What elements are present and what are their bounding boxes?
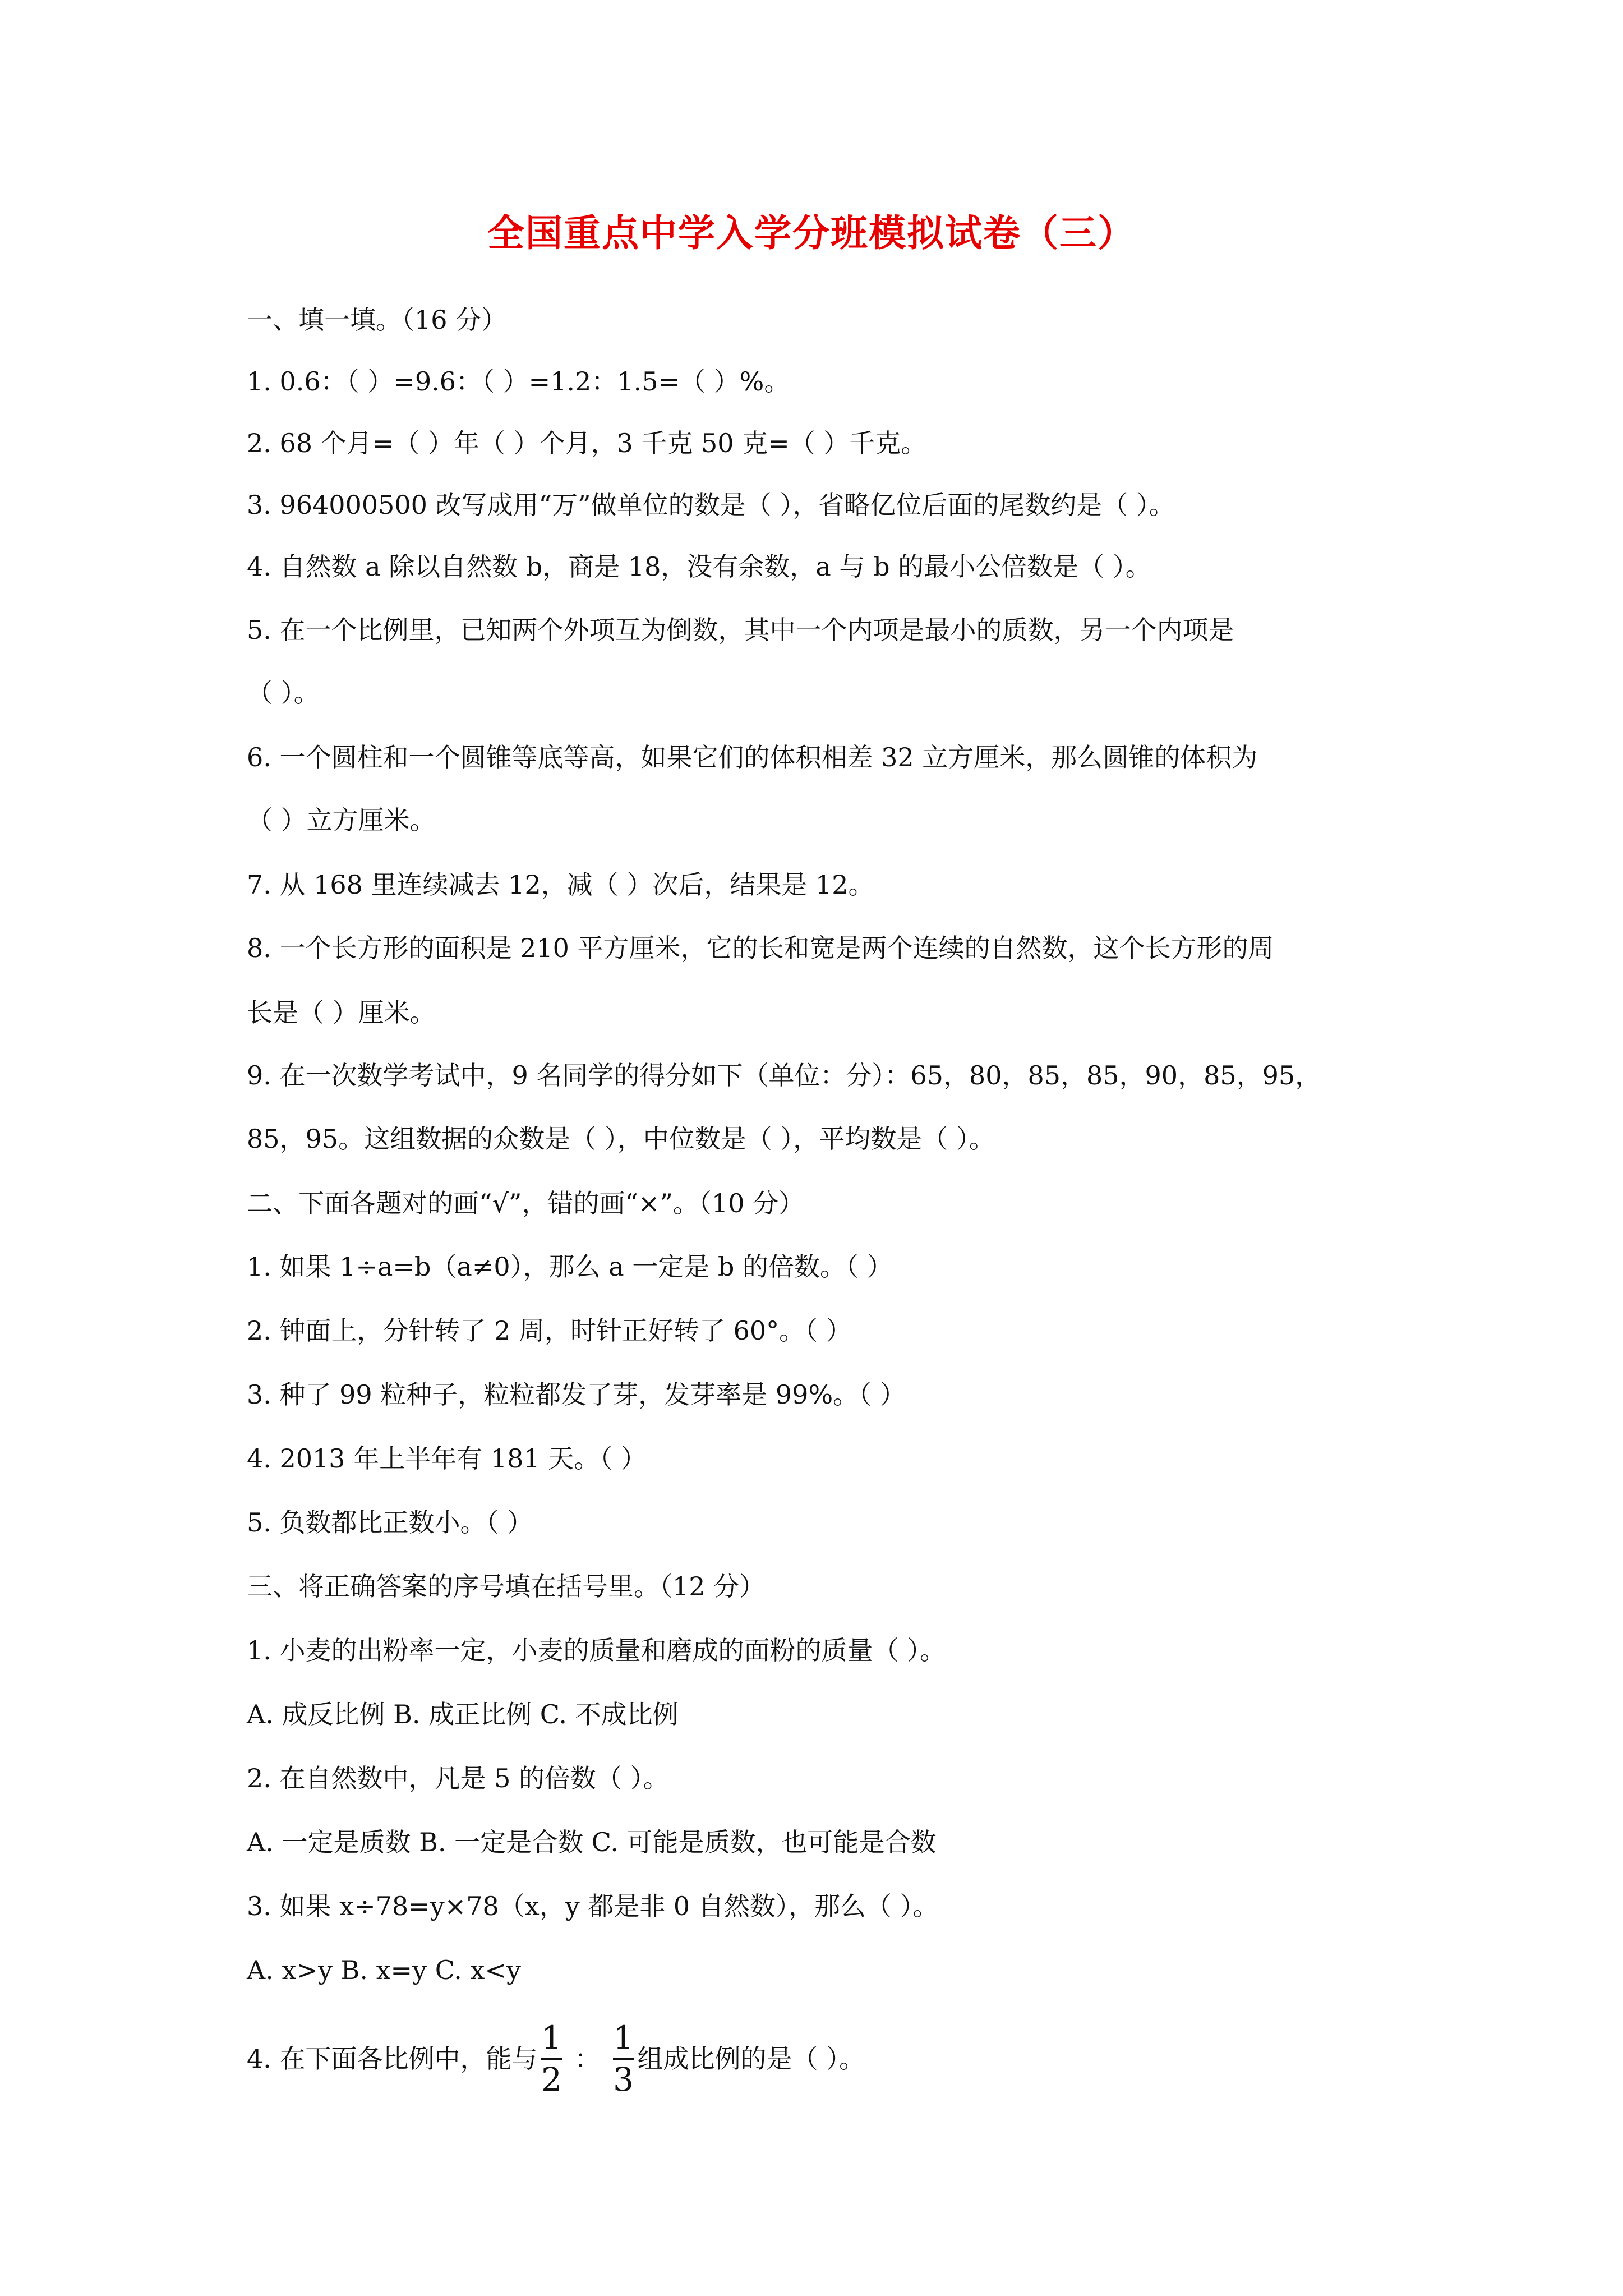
fraction-one-third — [613, 2021, 634, 2097]
question-1-8-cont: 长是（ ）厘米。 — [247, 997, 436, 1028]
question-1-9-cont: 85，95。这组数据的众数是（ ），中位数是（ ），平均数是（ ）。 — [247, 1124, 995, 1154]
fraction-1-bar — [541, 2058, 562, 2060]
question-2-1: 1. 如果 1÷a=b（a≠0），那么 a 一定是 b 的倍数。（ ） — [247, 1251, 893, 1282]
question-3-4-suffix: 组成比例的是（ ）。 — [637, 2044, 865, 2074]
question-1-6-cont: （ ）立方厘米。 — [247, 805, 436, 835]
fraction-1-denominator: 2 — [541, 2060, 562, 2099]
fraction-2-numerator: 1 — [613, 2019, 634, 2057]
question-1-9: 9. 在一次数学考试中，9 名同学的得分如下（单位：分）：65，80，85，85，90，85，95， — [247, 1060, 1321, 1091]
fraction-1-numerator: 1 — [541, 2019, 562, 2057]
fraction-one-half — [541, 2021, 562, 2097]
question-1-6: 6. 一个圆柱和一个圆锥等底等高，如果它们的体积相差 32 立方厘米，那么圆锥的体积为 — [247, 742, 1258, 772]
question-3-2-options: A. 一定是质数 B. 一定是合数 C. 可能是质数，也可能是合数 — [247, 1827, 937, 1857]
section-3-heading: 三、将正确答案的序号填在括号里。（12 分） — [247, 1571, 766, 1602]
question-2-2: 2. 钟面上，分针转了 2 周，时针正好转了 60°。（ ） — [247, 1315, 852, 1346]
question-1-4: 4. 自然数 a 除以自然数 b，商是 18，没有余数，a 与 b 的最小公倍数是（ ）。 — [247, 551, 1151, 582]
question-1-7: 7. 从 168 里连续减去 12，减（ ）次后，结果是 12。 — [247, 869, 874, 900]
question-2-3: 3. 种了 99 粒种子，粒粒都发了芽，发芽率是 99%。（ ） — [247, 1379, 906, 1410]
question-3-3-options: A. x>y B. x=y C. x<y — [247, 1955, 521, 1985]
section-2-heading: 二、下面各题对的画“√”，错的画“×”。（10 分） — [247, 1188, 805, 1218]
question-1-8: 8. 一个长方形的面积是 210 平方厘米，它的长和宽是两个连续的自然数，这个长方形的周 — [247, 933, 1274, 963]
question-1-3: 3. 964000500 改写成用“万”做单位的数是（ ），省略亿位后面的尾数约是（ ）。 — [247, 490, 1175, 520]
question-1-2: 2. 68 个月=（ ）年（ ）个月，3 千克 50 克=（ ）千克。 — [247, 428, 927, 458]
question-2-5: 5. 负数都比正数小。（ ） — [247, 1507, 533, 1538]
question-3-3: 3. 如果 x÷78=y×78（x，y 都是非 0 自然数），那么（ ）。 — [247, 1891, 939, 1921]
question-3-4 — [247, 2014, 1436, 2104]
question-3-1: 1. 小麦的出粉率一定，小麦的质量和磨成的面粉的质量（ ）。 — [247, 1635, 946, 1665]
question-2-4: 4. 2013 年上半年有 181 天。（ ） — [247, 1443, 647, 1474]
fraction-2-denominator: 3 — [613, 2060, 634, 2099]
question-3-4-prefix: 4. 在下面各比例中，能与 — [247, 2044, 538, 2074]
question-1-5-cont: （ ）。 — [247, 678, 320, 708]
fraction-2-bar — [613, 2058, 634, 2060]
section-1-heading: 一、填一填。（16 分） — [247, 305, 508, 335]
question-3-2: 2. 在自然数中，凡是 5 的倍数（ ）。 — [247, 1763, 669, 1793]
ratio-colon: ： — [574, 2044, 601, 2074]
question-1-5: 5. 在一个比例里，已知两个外项互为倒数，其中一个内项是最小的质数，另一个内项是 — [247, 615, 1234, 645]
question-1-1: 1. 0.6：（ ）=9.6：（ ）=1.2：1.5=（ ）%。 — [247, 366, 790, 397]
exam-title: 全国重点中学入学分班模拟试卷（三） — [487, 211, 1136, 255]
question-3-1-options: A. 成反比例 B. 成正比例 C. 不成比例 — [247, 1699, 679, 1729]
